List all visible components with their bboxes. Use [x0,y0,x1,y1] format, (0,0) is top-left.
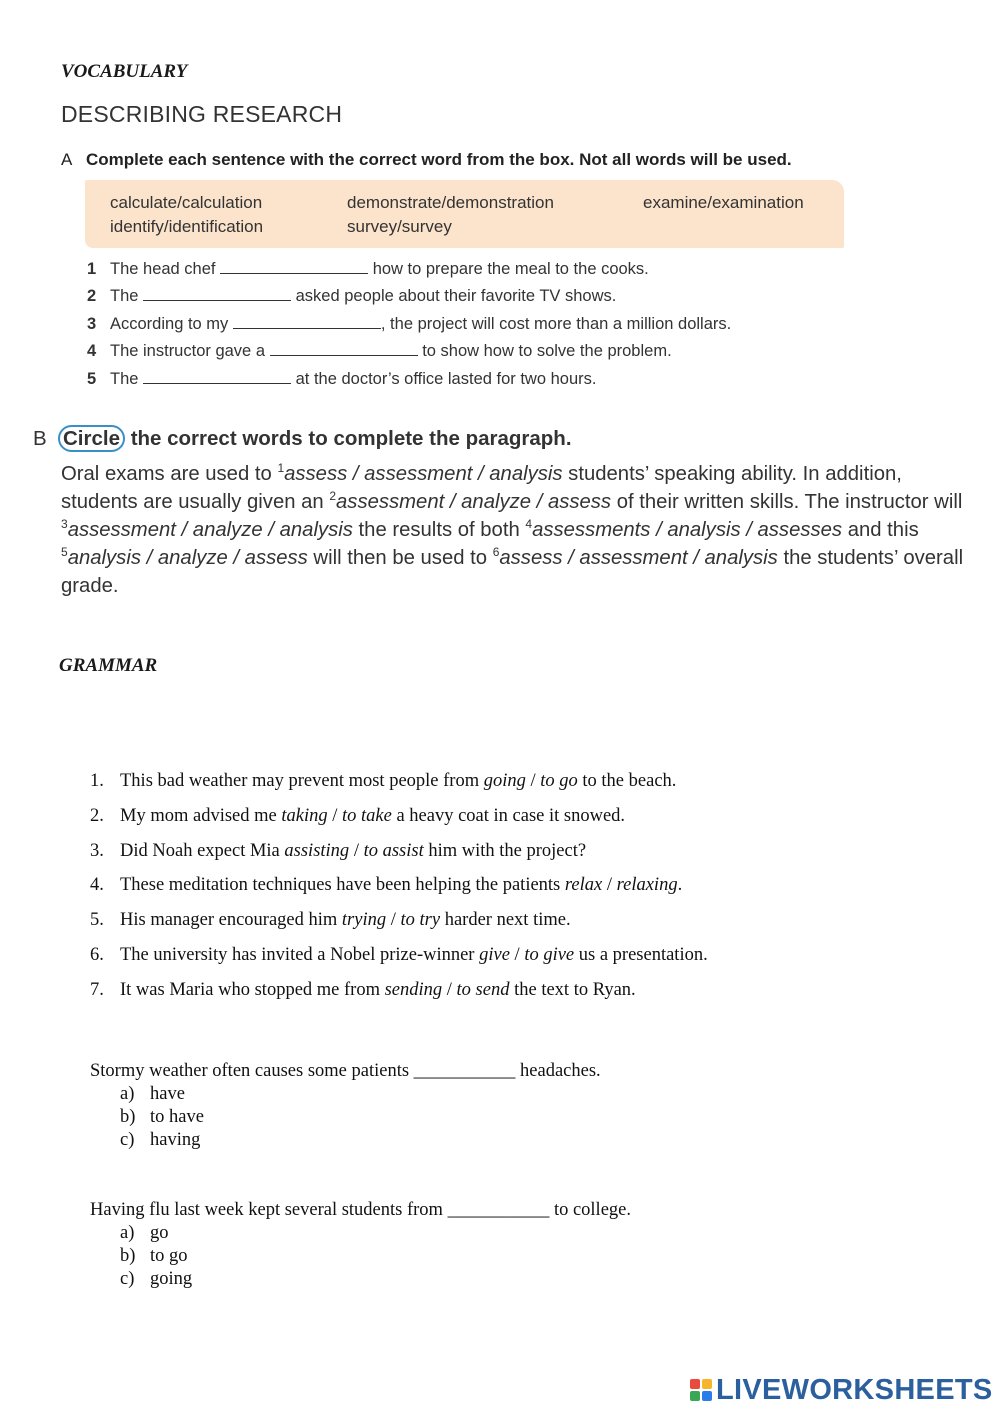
option-letter: b) [120,1246,136,1266]
grammar-item-2 [90,806,625,827]
item-number: 3. [90,841,104,861]
item-text: us a presentation. [574,945,708,965]
sentence-number: 5 [87,370,97,388]
option-text: going [150,1269,193,1289]
logo-square [690,1379,700,1389]
word-choice-1[interactable]: assess / assessment / analysis [284,463,563,485]
item-text: the text to Ryan. [509,980,636,1000]
option-text: having [150,1130,201,1150]
vocabulary-heading: VOCABULARY [61,61,188,82]
answer-blank[interactable] [143,285,291,301]
option-choice[interactable]: taking [281,806,328,826]
item-text: to the beach. [577,771,677,791]
option-text: to have [150,1107,204,1127]
option-text: have [150,1084,185,1104]
grammar-item-4 [90,875,682,896]
logo-text: LIVEWORKSHEETS [716,1373,993,1406]
paragraph-text: of their written skills. The instructor will [611,491,963,513]
separator: / [327,806,342,826]
word-choice-6[interactable]: assess / assessment / analysis [499,547,778,569]
item-text: harder next time. [440,910,571,930]
item-number: 4. [90,875,104,895]
option-choice[interactable]: relax [564,875,603,895]
item-text: It was Maria who stopped me from [120,980,385,1000]
paragraph-text: the results of both [352,519,526,541]
option-choice[interactable]: trying [341,910,387,930]
mc-option[interactable] [120,1246,188,1267]
separator: / [602,875,617,895]
answer-blank[interactable] [143,368,291,384]
answer-blank[interactable] [270,340,418,356]
answer-blank[interactable] [220,258,368,274]
paragraph-text: Oral exams are used to [61,463,278,485]
paragraph-text: will then be used to [307,547,493,569]
sentence-number: 3 [87,315,97,333]
option-text: go [150,1223,169,1243]
separator: / [386,910,401,930]
word-choice-2[interactable]: assessment / analyze / assess [336,491,612,513]
sentence-before: The [110,287,139,305]
separator: / [349,841,364,861]
option-choice[interactable]: to go [540,771,578,791]
answer-blank[interactable] [233,313,381,329]
sentence-a-4 [87,340,672,361]
option-choice[interactable]: going [483,771,526,791]
choice-number: 5 [61,545,68,560]
item-text: His manager encouraged him [120,910,342,930]
word-box [85,180,844,248]
sentence-after: how to prepare the meal to the cooks. [372,260,649,278]
word-choice-3[interactable]: assessment / analyze / analysis [67,519,353,541]
item-number: 6. [90,945,104,965]
choice-number: 6 [492,545,500,560]
paragraph-text: students’ speaking ability. In addition, students are usually given an [61,463,902,513]
item-text: Did Noah expect Mia [120,841,285,861]
item-text: him with the project? [423,841,587,861]
option-letter: b) [120,1107,136,1127]
word-box-item: examine/examination [643,193,804,212]
grammar-item-5 [90,910,571,931]
option-choice[interactable]: to try [400,910,441,930]
sentence-number: 1 [87,260,97,278]
grammar-item-3 [90,841,586,862]
sentence-before: The head chef [110,260,216,278]
grammar-heading: GRAMMAR [59,655,158,676]
part-b-instruction-text: the correct words to complete the paragraph. [130,427,572,450]
item-text: My mom advised me [120,806,282,826]
mc-option[interactable] [120,1223,169,1244]
sentence-number: 4 [87,342,97,360]
sentence-after: asked people about their favorite TV shows. [295,287,617,305]
item-number: 7. [90,980,104,1000]
choice-number: 3 [61,517,68,532]
option-choice[interactable]: relaxing [616,875,678,895]
word-box-item: survey/survey [347,217,452,236]
option-choice[interactable]: to give [524,945,575,965]
part-a-instruction [61,150,792,170]
choice-number: 1 [277,461,285,476]
sentence-after: to show how to solve the problem. [422,342,672,360]
option-text: to go [150,1246,188,1266]
word-box-item: calculate/calculation [110,193,263,212]
item-text: a heavy coat in case it snowed. [391,806,626,826]
logo-mark-icon [690,1379,712,1401]
sentence-a-3 [87,313,731,334]
item-number: 2. [90,806,104,826]
option-choice[interactable]: to send [456,980,510,1000]
option-choice[interactable]: to take [341,806,392,826]
paragraph-text: the students’ overall grade. [61,547,964,597]
mc-option[interactable] [120,1084,185,1105]
item-text: These meditation techniques have been helping the patients [120,875,565,895]
word-choice-5[interactable]: analysis / analyze / assess [67,547,308,569]
part-b-letter: B [33,427,47,450]
separator: / [525,771,541,791]
part-b-paragraph [61,460,966,600]
mc-option[interactable] [120,1130,200,1151]
option-letter: a) [120,1223,135,1243]
option-choice[interactable]: assisting [284,841,350,861]
option-letter: a) [120,1084,135,1104]
logo-square [702,1379,712,1389]
option-letter: c) [120,1269,135,1289]
grammar-item-6 [90,945,708,966]
logo-square [702,1391,712,1401]
grammar-item-7 [90,980,636,1001]
choice-number: 4 [525,517,533,532]
word-box-item: identify/identification [110,217,264,236]
sentence-before: The instructor gave a [110,342,265,360]
item-number: 5. [90,910,104,930]
option-choice[interactable]: to assist [363,841,424,861]
option-letter: c) [120,1130,135,1150]
item-text: This bad weather may prevent most people from [120,771,484,791]
section-title: DESCRIBING RESEARCH [61,101,343,127]
sentence-a-1 [87,258,649,279]
choice-number: 2 [329,489,337,504]
sentence-a-5 [87,368,596,389]
logo-square [690,1391,700,1401]
option-choice[interactable]: give [479,945,510,965]
option-choice[interactable]: sending [384,980,443,1000]
word-choice-4[interactable]: assessments / analysis / assesses [532,519,843,541]
grammar-item-1 [90,771,676,792]
circle-word: Circle [58,425,125,452]
separator: / [509,945,525,965]
mc-question-2: Having flu last week kept several students from ___________ to college. [90,1200,631,1220]
sentence-a-2 [87,285,616,306]
part-b-instruction [33,427,572,451]
liveworksheets-logo [690,1374,993,1406]
mc-question-1: Stormy weather often causes some patients ___________ headaches. [90,1061,601,1081]
separator: / [442,980,457,1000]
mc-option[interactable] [120,1269,192,1290]
paragraph-text: and this [842,519,919,541]
item-text: . [677,875,683,895]
sentence-after: at the doctor’s office lasted for two hours. [295,370,597,388]
sentence-number: 2 [87,287,97,305]
word-box-item: demonstrate/demonstration [347,193,554,212]
item-text: The university has invited a Nobel prize-winner [120,945,480,965]
part-a-instruction-text: Complete each sentence with the correct word from the box. Not all words will be used. [86,150,792,169]
sentence-before: The [110,370,139,388]
sentence-after: , the project will cost more than a million dollars. [380,315,732,333]
mc-option[interactable] [120,1107,204,1128]
part-a-letter: A [61,150,73,169]
item-number: 1. [90,771,104,791]
sentence-before: According to my [110,315,229,333]
